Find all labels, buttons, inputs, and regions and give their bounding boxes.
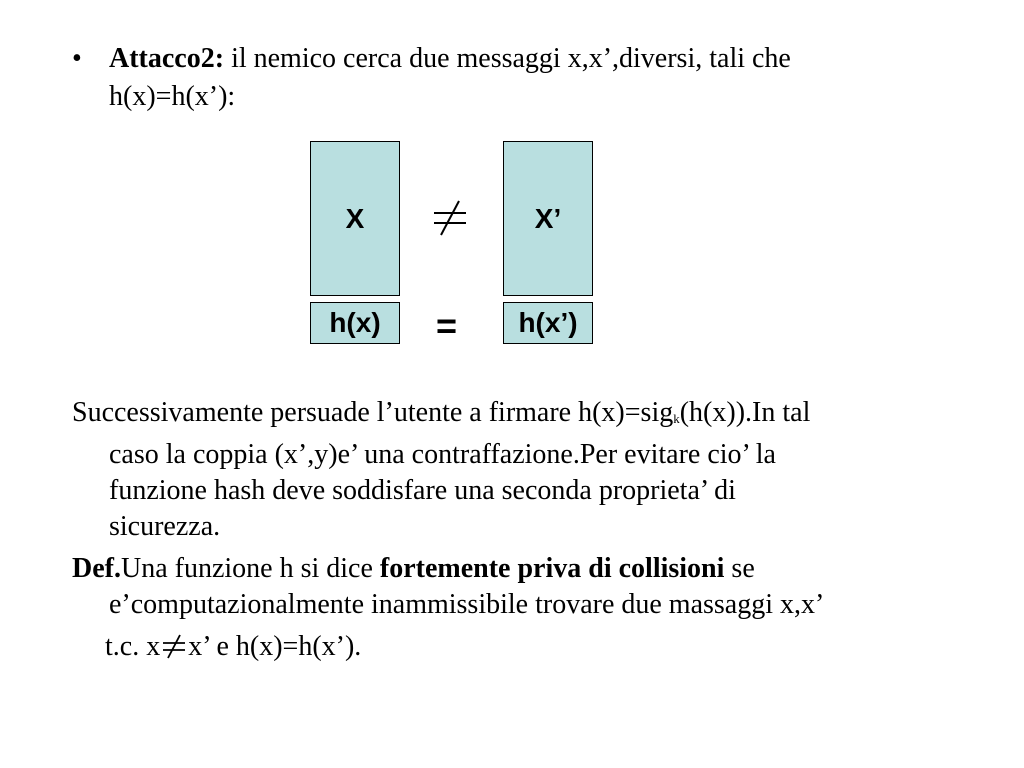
hash-box-x-label: h(x): [329, 307, 381, 338]
definition-line3-b: x’ e h(x)=h(x’).: [188, 631, 362, 662]
message-box-x-label: X: [345, 202, 365, 234]
paragraph1-line3: funzione hash deve soddisfare una seconda proprieta’ di: [109, 475, 736, 506]
definition-line3-a: t.c. x: [105, 631, 161, 662]
message-box-x: [310, 141, 400, 296]
definition-label: Def.: [72, 553, 121, 584]
inline-not-equal-icon: [160, 633, 188, 659]
bullet-marker: •: [72, 43, 82, 74]
message-box-x-prime: [503, 141, 593, 296]
message-box-x-prime-label: X’: [534, 202, 562, 234]
paragraph1-line1-a: Successivamente persuade l’utente a firmare h(x)=sig: [72, 397, 674, 428]
paragraph1-line1-b: (h(x)).In tal: [679, 397, 811, 428]
definition-term: fortemente priva di collisioni: [379, 553, 725, 584]
definition-paragraph: [72, 551, 992, 665]
paragraph1-line4: sicurezza.: [109, 511, 221, 542]
definition-text-b: se: [724, 553, 755, 584]
attack-text-line1: il nemico cerca due messaggi x,x’,diversi, tali che: [224, 43, 791, 74]
definition-text-a: Una funzione h si dice: [120, 553, 380, 584]
hash-box-x-prime-label: h(x’): [518, 307, 578, 338]
definition-line1: [72, 551, 992, 587]
signature-subscript: k: [673, 411, 680, 426]
attack-text-line2: h(x)=h(x’):: [109, 81, 236, 112]
not-equal-icon: [428, 196, 472, 240]
bullet-body: [109, 40, 969, 116]
definition-line3: [72, 629, 992, 665]
attack-label: Attacco2:: [109, 43, 225, 74]
hash-box-x-prime: [503, 302, 593, 344]
paragraph1-line1: [72, 395, 992, 437]
paragraph1-line2: caso la coppia (x’,y)e’ una contraffazione.Per evitare cio’ la: [109, 439, 776, 470]
equals-sign: =: [436, 305, 458, 346]
paragraph-successivamente: [72, 395, 992, 545]
hash-box-x: [310, 302, 400, 344]
definition-line2: e’computazionalmente inammissibile trovare due massaggi x,x’: [109, 589, 825, 620]
